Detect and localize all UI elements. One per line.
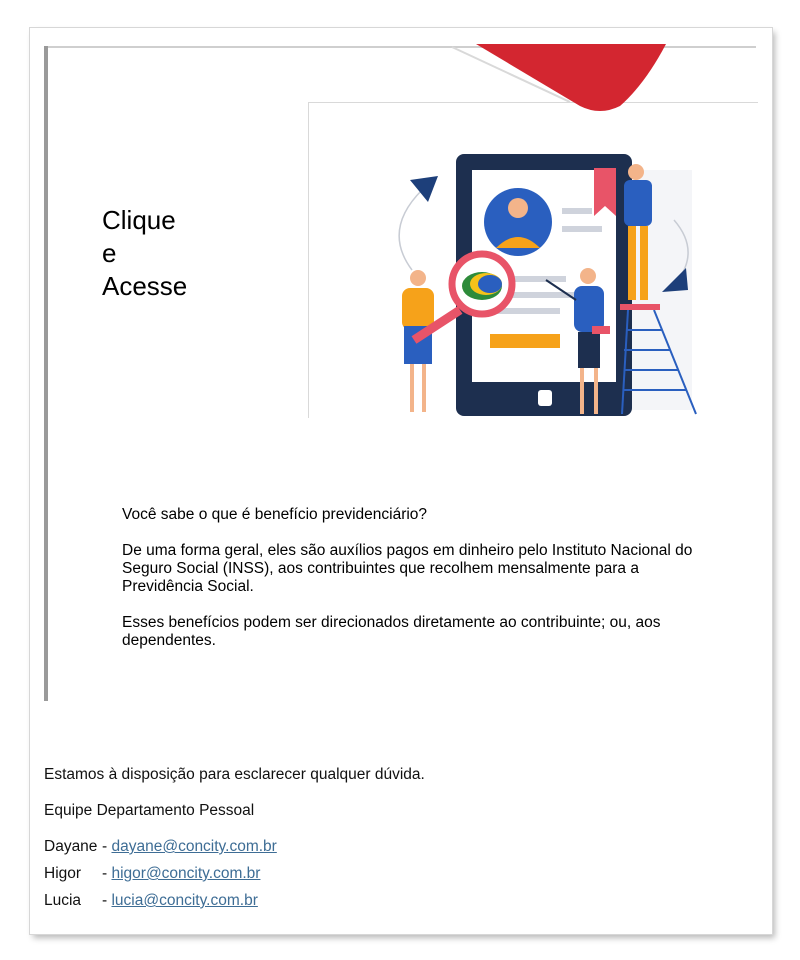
- team-name: Equipe Departamento Pessoal: [44, 802, 255, 819]
- contact-separator: -: [102, 892, 108, 909]
- click-and-access-link[interactable]: [102, 204, 232, 303]
- benefit-illustration[interactable]: [382, 150, 700, 416]
- contact-row: [44, 838, 277, 856]
- cta-line-3: Acesse: [102, 271, 188, 301]
- article-paragraph-1: De uma forma geral, eles são auxílios pagos em dinheiro pelo Instituto Nacional do Seguro Social (INSS), aos contribuintes que recolhem mensalmente para a Previdência Social.: [122, 542, 693, 595]
- contact-name: Lucia: [44, 892, 82, 909]
- red-corner-shape: [470, 44, 670, 114]
- cta-line-2: e: [102, 238, 117, 268]
- contact-separator: -: [102, 838, 108, 855]
- article-question: Você sabe o que é benefício previdenciário?: [122, 506, 428, 523]
- contact-email-link[interactable]: lucia@concity.com.br: [111, 892, 258, 909]
- tablet-home-button: [538, 390, 552, 406]
- frame-left-border: [44, 46, 48, 701]
- cta-line-1: Clique: [102, 205, 176, 235]
- article-body: [122, 506, 722, 668]
- screen-orange-bar: [490, 334, 560, 348]
- curve-arrow-left: [399, 190, 422, 270]
- contact-row: [44, 865, 260, 883]
- article-paragraph-2: Esses benefícios podem ser direcionados diretamente ao contribuinte; ou, aos dependentes.: [122, 614, 661, 649]
- contact-row: [44, 892, 258, 910]
- contact-separator: -: [102, 865, 108, 882]
- contact-email-link[interactable]: dayane@concity.com.br: [111, 838, 277, 855]
- availability-text: Estamos à disposição para esclarecer qualquer dúvida.: [44, 766, 425, 783]
- contact-email-link[interactable]: higor@concity.com.br: [111, 865, 261, 882]
- contact-name: Higor: [44, 865, 82, 882]
- contact-name: Dayane: [44, 838, 98, 855]
